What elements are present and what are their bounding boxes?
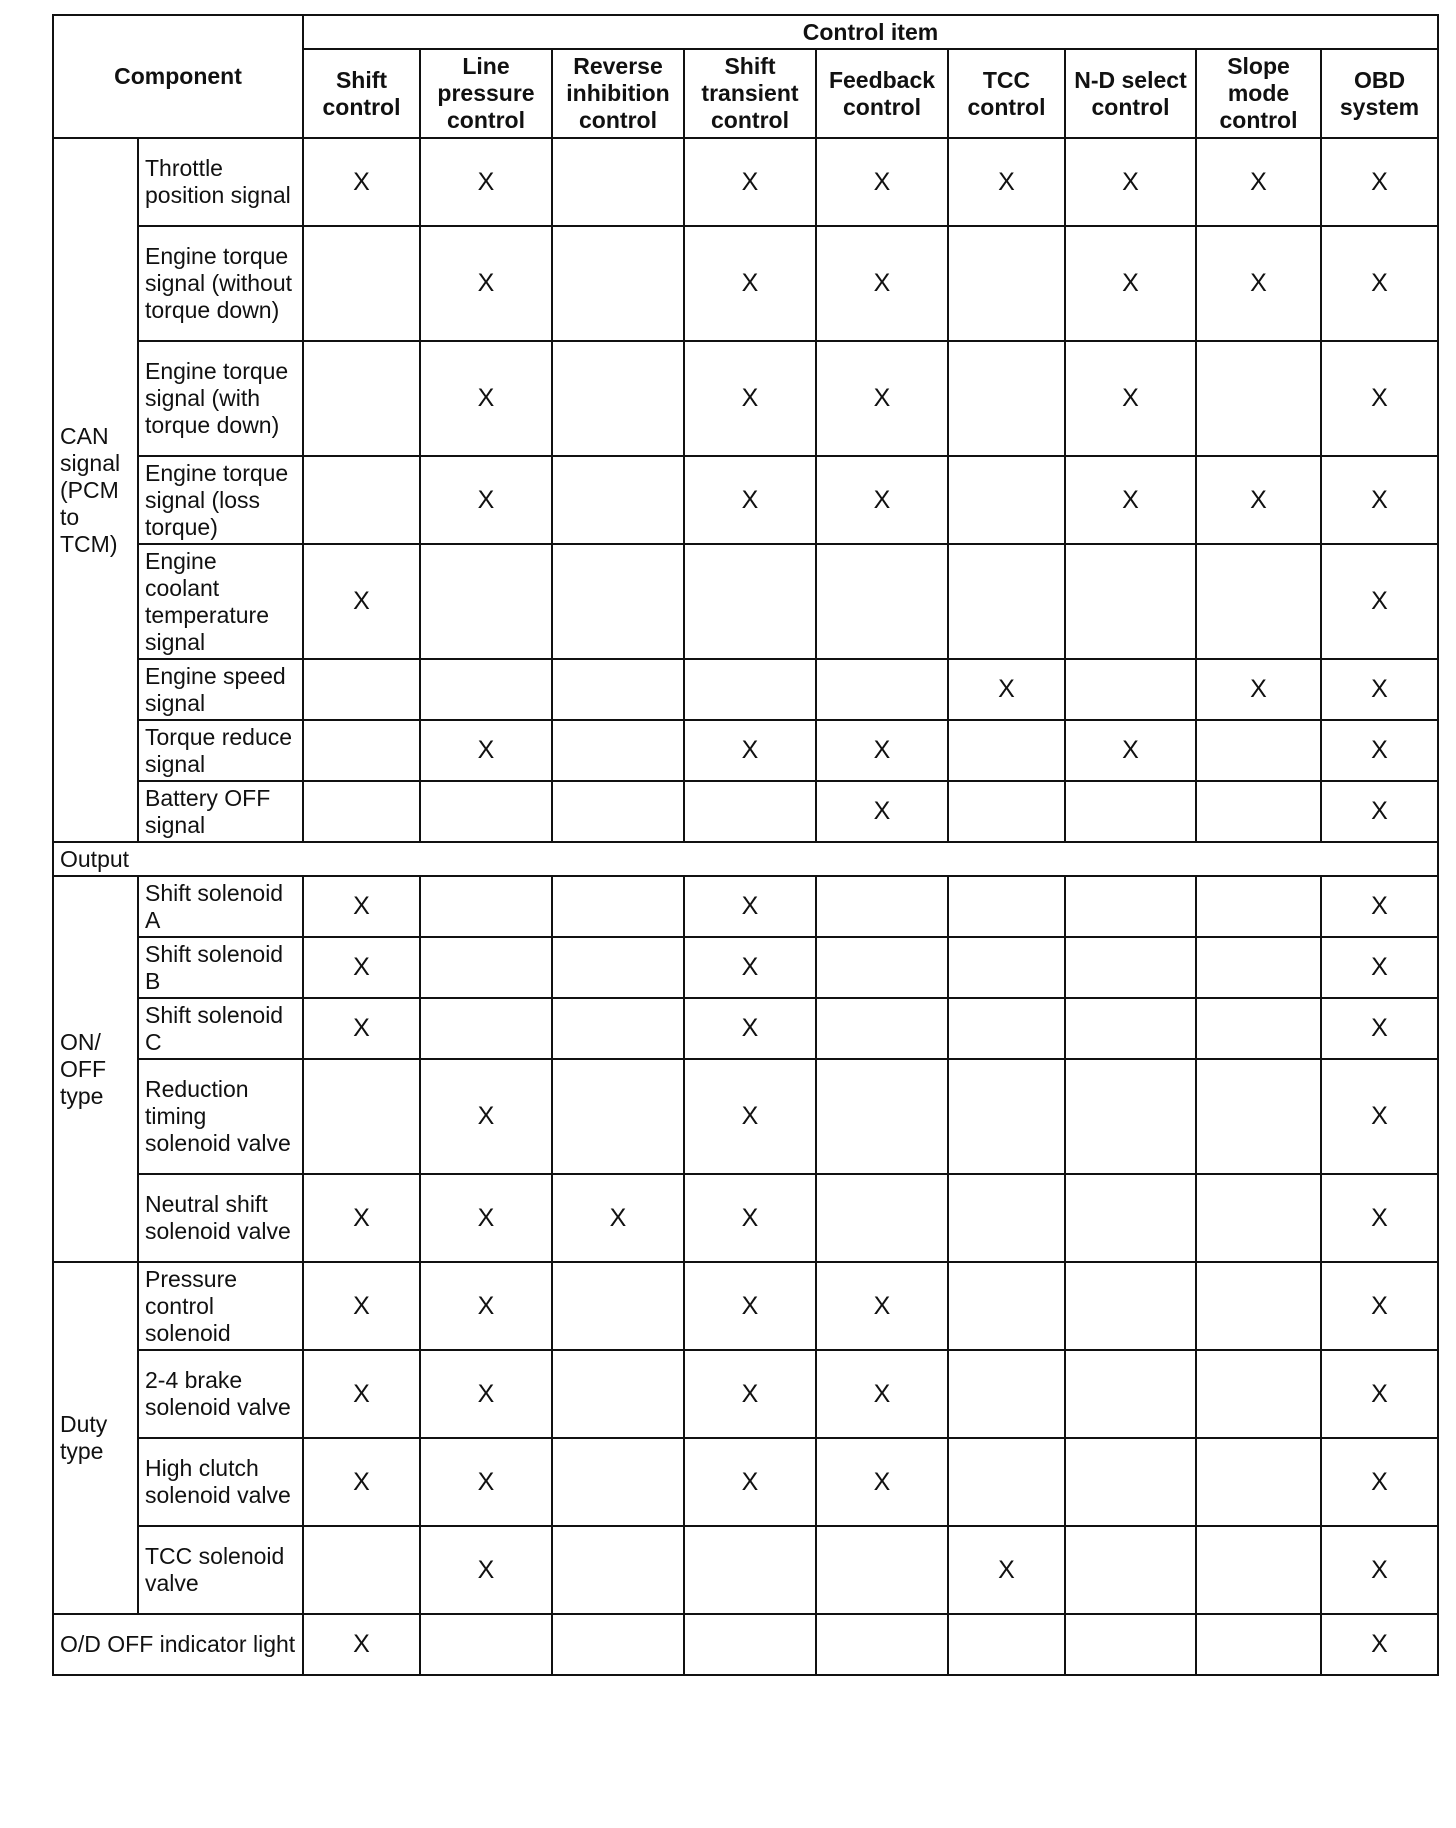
group-onoff-type: ON/ OFF type [53, 876, 138, 1262]
empty-cell [684, 781, 816, 842]
component-label: High clutch solenoid valve [138, 1438, 303, 1526]
empty-cell [1065, 1614, 1196, 1675]
empty-cell [1065, 998, 1196, 1059]
empty-cell [816, 998, 948, 1059]
check-mark-cell: X [1065, 720, 1196, 781]
empty-cell [552, 226, 684, 341]
check-mark-cell: X [1321, 138, 1438, 226]
column-header: Line pressure control [420, 49, 552, 138]
empty-cell [948, 1438, 1065, 1526]
empty-cell [1196, 544, 1321, 659]
check-mark-cell: X [1321, 998, 1438, 1059]
check-mark-cell: X [1321, 1262, 1438, 1350]
empty-cell [1196, 1262, 1321, 1350]
component-label: 2-4 brake solenoid valve [138, 1350, 303, 1438]
component-label: Throttle position signal [138, 138, 303, 226]
empty-cell [552, 998, 684, 1059]
component-label: Engine torque signal (without torque down) [138, 226, 303, 341]
check-mark-cell: X [948, 138, 1065, 226]
check-mark-cell: X [684, 1059, 816, 1174]
check-mark-cell: X [420, 226, 552, 341]
empty-cell [303, 1059, 420, 1174]
empty-cell [1065, 1350, 1196, 1438]
check-mark-cell: X [1321, 781, 1438, 842]
check-mark-cell: X [303, 138, 420, 226]
empty-cell [1065, 1059, 1196, 1174]
check-mark-cell: X [684, 341, 816, 456]
empty-cell [552, 1262, 684, 1350]
group-can-signal: CAN signal (PCM to TCM) [53, 138, 138, 842]
empty-cell [420, 781, 552, 842]
empty-cell [420, 937, 552, 998]
component-label: Reduction timing solenoid valve [138, 1059, 303, 1174]
empty-cell [1065, 1262, 1196, 1350]
column-header: OBD system [1321, 49, 1438, 138]
check-mark-cell: X [303, 544, 420, 659]
component-label: Shift solenoid C [138, 998, 303, 1059]
empty-cell [552, 1059, 684, 1174]
component-label: Torque reduce signal [138, 720, 303, 781]
table-row [53, 226, 1438, 341]
component-label: Shift solenoid B [138, 937, 303, 998]
check-mark-cell: X [1321, 1350, 1438, 1438]
check-mark-cell: X [552, 1174, 684, 1262]
empty-cell [1196, 998, 1321, 1059]
check-mark-cell: X [420, 1526, 552, 1614]
check-mark-cell: X [1321, 659, 1438, 720]
check-mark-cell: X [684, 937, 816, 998]
table-row [53, 781, 1438, 842]
column-header: N-D select control [1065, 49, 1196, 138]
check-mark-cell: X [420, 1262, 552, 1350]
empty-cell [948, 1174, 1065, 1262]
empty-cell [1065, 781, 1196, 842]
table-row [53, 456, 1438, 544]
empty-cell [420, 659, 552, 720]
empty-cell [1196, 781, 1321, 842]
empty-cell [552, 544, 684, 659]
empty-cell [552, 659, 684, 720]
check-mark-cell: X [1321, 1438, 1438, 1526]
empty-cell [948, 781, 1065, 842]
empty-cell [552, 138, 684, 226]
check-mark-cell: X [1321, 226, 1438, 341]
group-duty-type: Duty type [53, 1262, 138, 1614]
check-mark-cell: X [303, 1262, 420, 1350]
component-label: Engine torque signal (with torque down) [138, 341, 303, 456]
check-mark-cell: X [1196, 456, 1321, 544]
empty-cell [552, 341, 684, 456]
empty-cell [420, 876, 552, 937]
component-label-od-off-indicator: O/D OFF indicator light [53, 1614, 303, 1675]
check-mark-cell: X [816, 1438, 948, 1526]
empty-cell [1196, 1350, 1321, 1438]
empty-cell [948, 544, 1065, 659]
empty-cell [948, 937, 1065, 998]
check-mark-cell: X [816, 456, 948, 544]
check-mark-cell: X [816, 720, 948, 781]
check-mark-cell: X [1321, 1059, 1438, 1174]
empty-cell [816, 1526, 948, 1614]
empty-cell [816, 544, 948, 659]
check-mark-cell: X [420, 1174, 552, 1262]
empty-cell [816, 659, 948, 720]
check-mark-cell: X [684, 138, 816, 226]
check-mark-cell: X [420, 341, 552, 456]
check-mark-cell: X [1065, 138, 1196, 226]
check-mark-cell: X [1321, 1614, 1438, 1675]
component-label: TCC solenoid valve [138, 1526, 303, 1614]
section-output: Output [53, 842, 1438, 876]
empty-cell [303, 659, 420, 720]
empty-cell [816, 1614, 948, 1675]
component-label: Shift solenoid A [138, 876, 303, 937]
empty-cell [948, 720, 1065, 781]
table-row [53, 1262, 1438, 1350]
empty-cell [1196, 1438, 1321, 1526]
check-mark-cell: X [684, 876, 816, 937]
table-row [53, 659, 1438, 720]
empty-cell [552, 1438, 684, 1526]
check-mark-cell: X [1321, 937, 1438, 998]
table-row [53, 876, 1438, 937]
empty-cell [1065, 1526, 1196, 1614]
empty-cell [1196, 720, 1321, 781]
check-mark-cell: X [816, 226, 948, 341]
empty-cell [303, 1526, 420, 1614]
empty-cell [420, 998, 552, 1059]
empty-cell [552, 876, 684, 937]
check-mark-cell: X [303, 998, 420, 1059]
empty-cell [552, 456, 684, 544]
component-label: Engine speed signal [138, 659, 303, 720]
table-row [53, 937, 1438, 998]
empty-cell [684, 544, 816, 659]
check-mark-cell: X [816, 781, 948, 842]
check-mark-cell: X [1321, 341, 1438, 456]
table-row [53, 1174, 1438, 1262]
check-mark-cell: X [303, 1350, 420, 1438]
empty-cell [1196, 876, 1321, 937]
empty-cell [948, 456, 1065, 544]
table-row [53, 544, 1438, 659]
empty-cell [948, 1350, 1065, 1438]
column-header: TCC control [948, 49, 1065, 138]
empty-cell [1065, 1174, 1196, 1262]
check-mark-cell: X [816, 1350, 948, 1438]
empty-cell [552, 1350, 684, 1438]
empty-cell [948, 341, 1065, 456]
table-row [53, 998, 1438, 1059]
empty-cell [303, 781, 420, 842]
empty-cell [552, 937, 684, 998]
empty-cell [816, 1059, 948, 1174]
empty-cell [420, 544, 552, 659]
check-mark-cell: X [1321, 456, 1438, 544]
check-mark-cell: X [303, 876, 420, 937]
component-label: Engine coolant temperature signal [138, 544, 303, 659]
check-mark-cell: X [1321, 1174, 1438, 1262]
empty-cell [303, 456, 420, 544]
component-label: Neutral shift solenoid valve [138, 1174, 303, 1262]
control-item-table [52, 14, 1439, 1676]
check-mark-cell: X [1196, 138, 1321, 226]
check-mark-cell: X [420, 1438, 552, 1526]
check-mark-cell: X [1065, 456, 1196, 544]
check-mark-cell: X [420, 456, 552, 544]
check-mark-cell: X [684, 720, 816, 781]
component-label: Pressure control solenoid [138, 1262, 303, 1350]
table-row [53, 341, 1438, 456]
empty-cell [948, 1059, 1065, 1174]
empty-cell [303, 341, 420, 456]
control-table-container [52, 14, 1439, 1676]
empty-cell [552, 1614, 684, 1675]
check-mark-cell: X [948, 1526, 1065, 1614]
empty-cell [1065, 544, 1196, 659]
empty-cell [948, 1262, 1065, 1350]
empty-cell [1196, 1059, 1321, 1174]
empty-cell [303, 226, 420, 341]
empty-cell [552, 720, 684, 781]
empty-cell [1196, 1614, 1321, 1675]
check-mark-cell: X [684, 998, 816, 1059]
check-mark-cell: X [948, 659, 1065, 720]
empty-cell [948, 1614, 1065, 1675]
empty-cell [1065, 876, 1196, 937]
table-row [53, 1526, 1438, 1614]
empty-cell [684, 1526, 816, 1614]
check-mark-cell: X [303, 1438, 420, 1526]
check-mark-cell: X [684, 226, 816, 341]
table-row [53, 138, 1438, 226]
empty-cell [684, 1614, 816, 1675]
check-mark-cell: X [1065, 341, 1196, 456]
check-mark-cell: X [816, 1262, 948, 1350]
check-mark-cell: X [1196, 226, 1321, 341]
empty-cell [1196, 341, 1321, 456]
column-header: Feedback control [816, 49, 948, 138]
empty-cell [948, 226, 1065, 341]
check-mark-cell: X [684, 1438, 816, 1526]
check-mark-cell: X [303, 937, 420, 998]
check-mark-cell: X [1065, 226, 1196, 341]
check-mark-cell: X [816, 341, 948, 456]
check-mark-cell: X [1321, 876, 1438, 937]
column-header: Shift transient control [684, 49, 816, 138]
empty-cell [684, 659, 816, 720]
empty-cell [552, 1526, 684, 1614]
section-row-output [53, 842, 1438, 876]
table-row [53, 1350, 1438, 1438]
check-mark-cell: X [684, 1174, 816, 1262]
control-item-header: Control item [303, 15, 1438, 49]
empty-cell [816, 937, 948, 998]
column-header: Reverse inhibition control [552, 49, 684, 138]
check-mark-cell: X [1321, 1526, 1438, 1614]
check-mark-cell: X [1321, 720, 1438, 781]
empty-cell [948, 876, 1065, 937]
component-label: Battery OFF signal [138, 781, 303, 842]
empty-cell [1196, 1526, 1321, 1614]
empty-cell [420, 1614, 552, 1675]
check-mark-cell: X [303, 1174, 420, 1262]
empty-cell [1065, 659, 1196, 720]
check-mark-cell: X [684, 1262, 816, 1350]
check-mark-cell: X [816, 138, 948, 226]
check-mark-cell: X [1196, 659, 1321, 720]
empty-cell [816, 1174, 948, 1262]
check-mark-cell: X [684, 1350, 816, 1438]
empty-cell [948, 998, 1065, 1059]
check-mark-cell: X [420, 1059, 552, 1174]
empty-cell [303, 720, 420, 781]
check-mark-cell: X [1321, 544, 1438, 659]
check-mark-cell: X [303, 1614, 420, 1675]
header-row-top [53, 15, 1438, 49]
empty-cell [552, 781, 684, 842]
check-mark-cell: X [420, 1350, 552, 1438]
table-row [53, 720, 1438, 781]
empty-cell [1065, 1438, 1196, 1526]
empty-cell [1196, 1174, 1321, 1262]
table-row [53, 1438, 1438, 1526]
column-header: Shift control [303, 49, 420, 138]
table-row-od-off-indicator [53, 1614, 1438, 1675]
table-row [53, 1059, 1438, 1174]
check-mark-cell: X [420, 138, 552, 226]
column-header: Slope mode control [1196, 49, 1321, 138]
check-mark-cell: X [420, 720, 552, 781]
check-mark-cell: X [684, 456, 816, 544]
component-header: Component [53, 15, 303, 138]
empty-cell [816, 876, 948, 937]
empty-cell [1196, 937, 1321, 998]
component-label: Engine torque signal (loss torque) [138, 456, 303, 544]
empty-cell [1065, 937, 1196, 998]
